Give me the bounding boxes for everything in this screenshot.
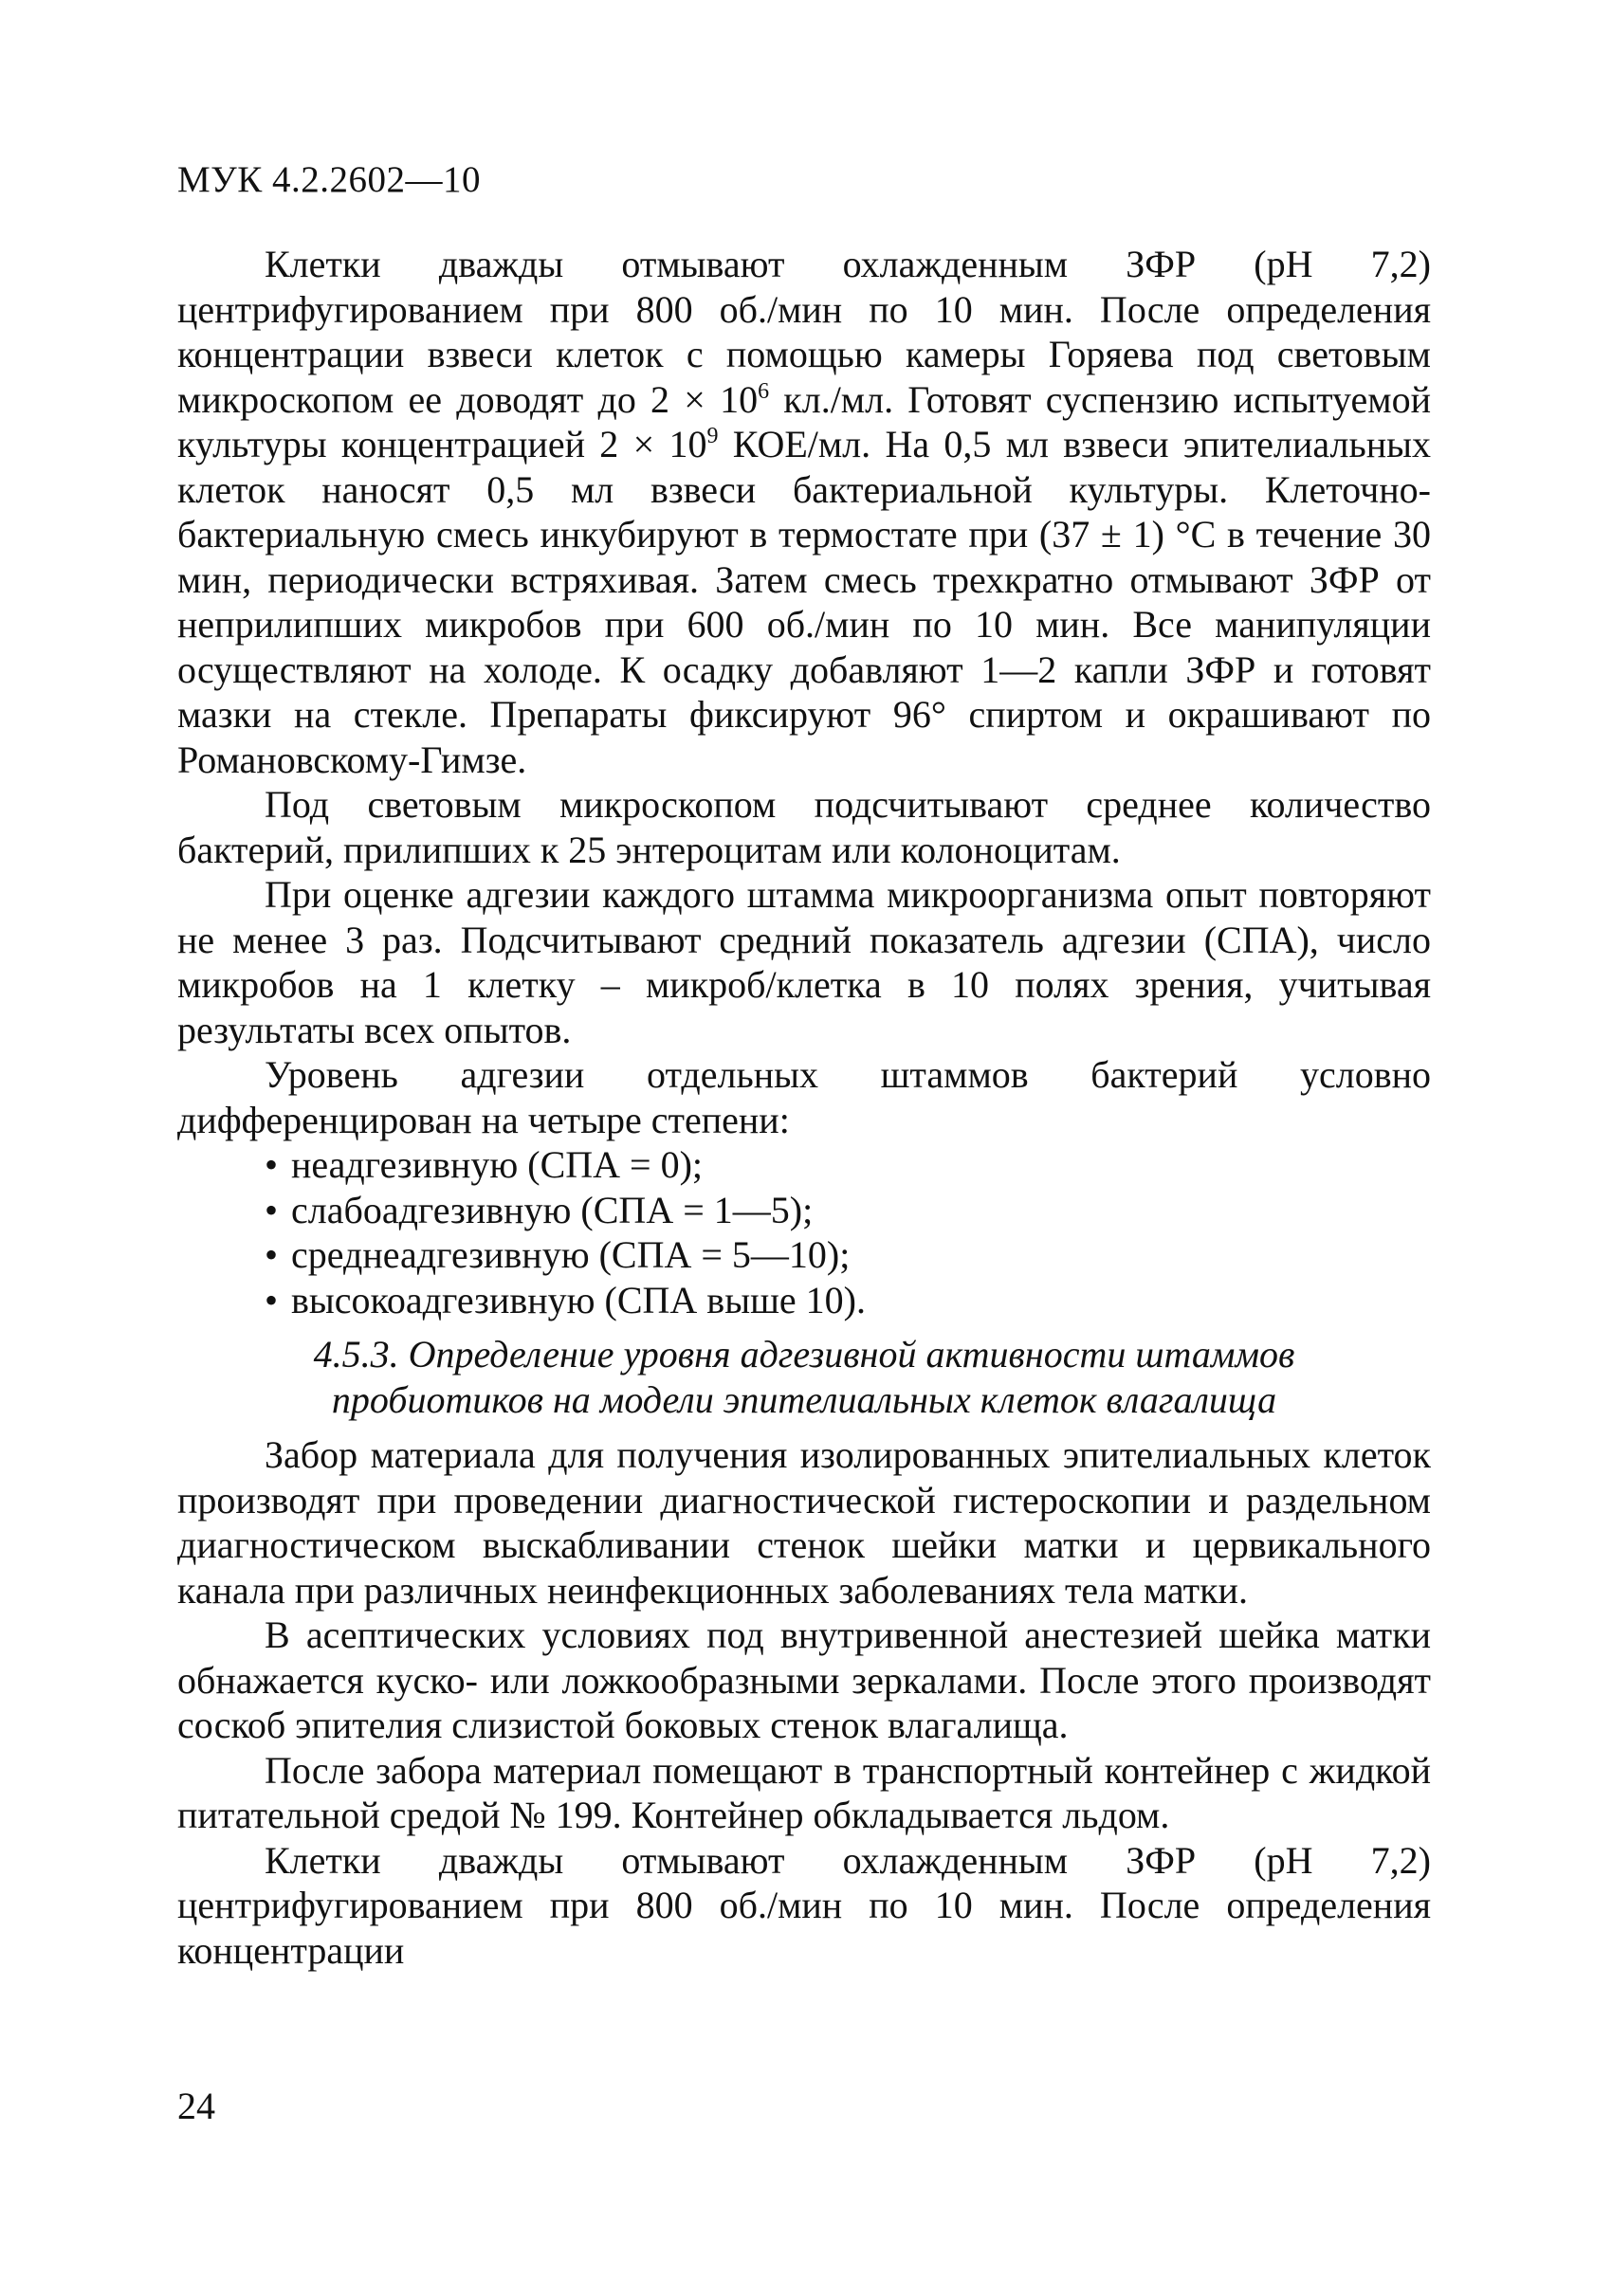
list-item-text: среднеадгезивную (СПА = 5—10);	[291, 1233, 851, 1276]
main-text	[177, 242, 1431, 1973]
list-item	[177, 1188, 1431, 1233]
list-item	[177, 1142, 1431, 1188]
adhesion-level-list	[177, 1142, 1431, 1322]
bullet-icon: •	[265, 1233, 279, 1276]
list-item	[177, 1232, 1431, 1278]
section-heading-line: 4.5.3. Определение уровня адгезивной активности штаммов	[313, 1333, 1295, 1376]
page-number: 24	[177, 2085, 215, 2127]
paragraph-adhesion-levels: Уровень адгезии отдельных штаммов бактерий условно дифференцирован на четыре степени:	[177, 1053, 1431, 1141]
list-item-text: слабоадгезивную (СПА = 1—5);	[291, 1188, 814, 1231]
section-heading	[177, 1332, 1431, 1423]
paragraph-cell-washing	[177, 242, 1431, 782]
paragraph-text: кл./мл. Готовят суспензию испытуемой культуры концентрацией 2 × 10	[177, 377, 1432, 465]
paragraph-aseptic-conditions: В асептических условиях под внутривенной анестезией шейка матки обнажается куско- или ложкообразными зеркалами. После этого производят соскоб эпителия слизистой боковых стенок влагалища.	[177, 1613, 1431, 1746]
running-header: МУК 4.2.2602—10	[177, 159, 482, 200]
section-heading-line: пробиотиков на модели эпителиальных клеток влагалища	[331, 1378, 1277, 1421]
bullet-icon: •	[265, 1143, 279, 1186]
paragraph-material-collection: Забор материала для получения изолированных эпителиальных клеток производят при проведении диагностической гистероскопии и раздельном диагностическом выскабливании стенок шейки матки и цервикального канала при различных неинфекционных заболеваниях тела матки.	[177, 1433, 1431, 1612]
list-item-text: высокоадгезивную (СПА выше 10).	[291, 1278, 866, 1321]
list-item-text: неадгезивную (СПА = 0);	[291, 1143, 704, 1186]
bullet-icon: •	[265, 1278, 279, 1321]
list-item	[177, 1278, 1431, 1323]
paragraph-text: Клетки дважды отмывают охлажденным ЗФР (рН 7,2) центрифугированием при 800 об./мин по 10 мин. После определения концентрации взвеси клеток с помощью камеры Горяева под световым микроскопом ее доводят до 2 × 10	[177, 243, 1431, 421]
superscript-exponent: 9	[706, 424, 719, 448]
superscript-exponent: 6	[758, 378, 770, 404]
bullet-icon: •	[265, 1188, 279, 1231]
paragraph-cell-washing-repeat: Клетки дважды отмывают охлажденным ЗФР (рН 7,2) центрифугированием при 800 об./мин по 10 мин. После определения концентрации	[177, 1838, 1431, 1972]
paragraph-microscopy-count: Под световым микроскопом подсчитывают среднее количество бактерий, прилипших к 25 энтероцитам или колоноцитам.	[177, 783, 1431, 871]
paragraph-transport: После забора материал помещают в транспортный контейнер с жидкой питательной средой № 199. Контейнер обкладывается льдом.	[177, 1748, 1431, 1836]
paragraph-adhesion-index: При оценке адгезии каждого штамма микроорганизма опыт повторяют не менее 3 раз. Подсчитывают средний показатель адгезии (СПА), число микробов на 1 клетку – микроб/клетка в 10 полях зрения, учитывая результаты всех опытов.	[177, 873, 1431, 1051]
paragraph-text: КОЕ/мл. На 0,5 мл взвеси эпителиальных клеток наносят 0,5 мл взвеси бактериальной культуры. Клеточно-бактериальную смесь инкубируют в термостате при (37 ± 1) °С в течение 30 мин, периодически встряхивая. Затем смесь трехкратно отмывают ЗФР от неприлипших микробов при 600 об./мин по 10 мин. Все манипуляции осуществляют на холоде. К осадку добавляют 1—2 капли ЗФР и готовят мазки на стекле. Препараты фиксируют 96° спиртом и окрашивают по Романовскому-Гимзе.	[177, 423, 1431, 781]
